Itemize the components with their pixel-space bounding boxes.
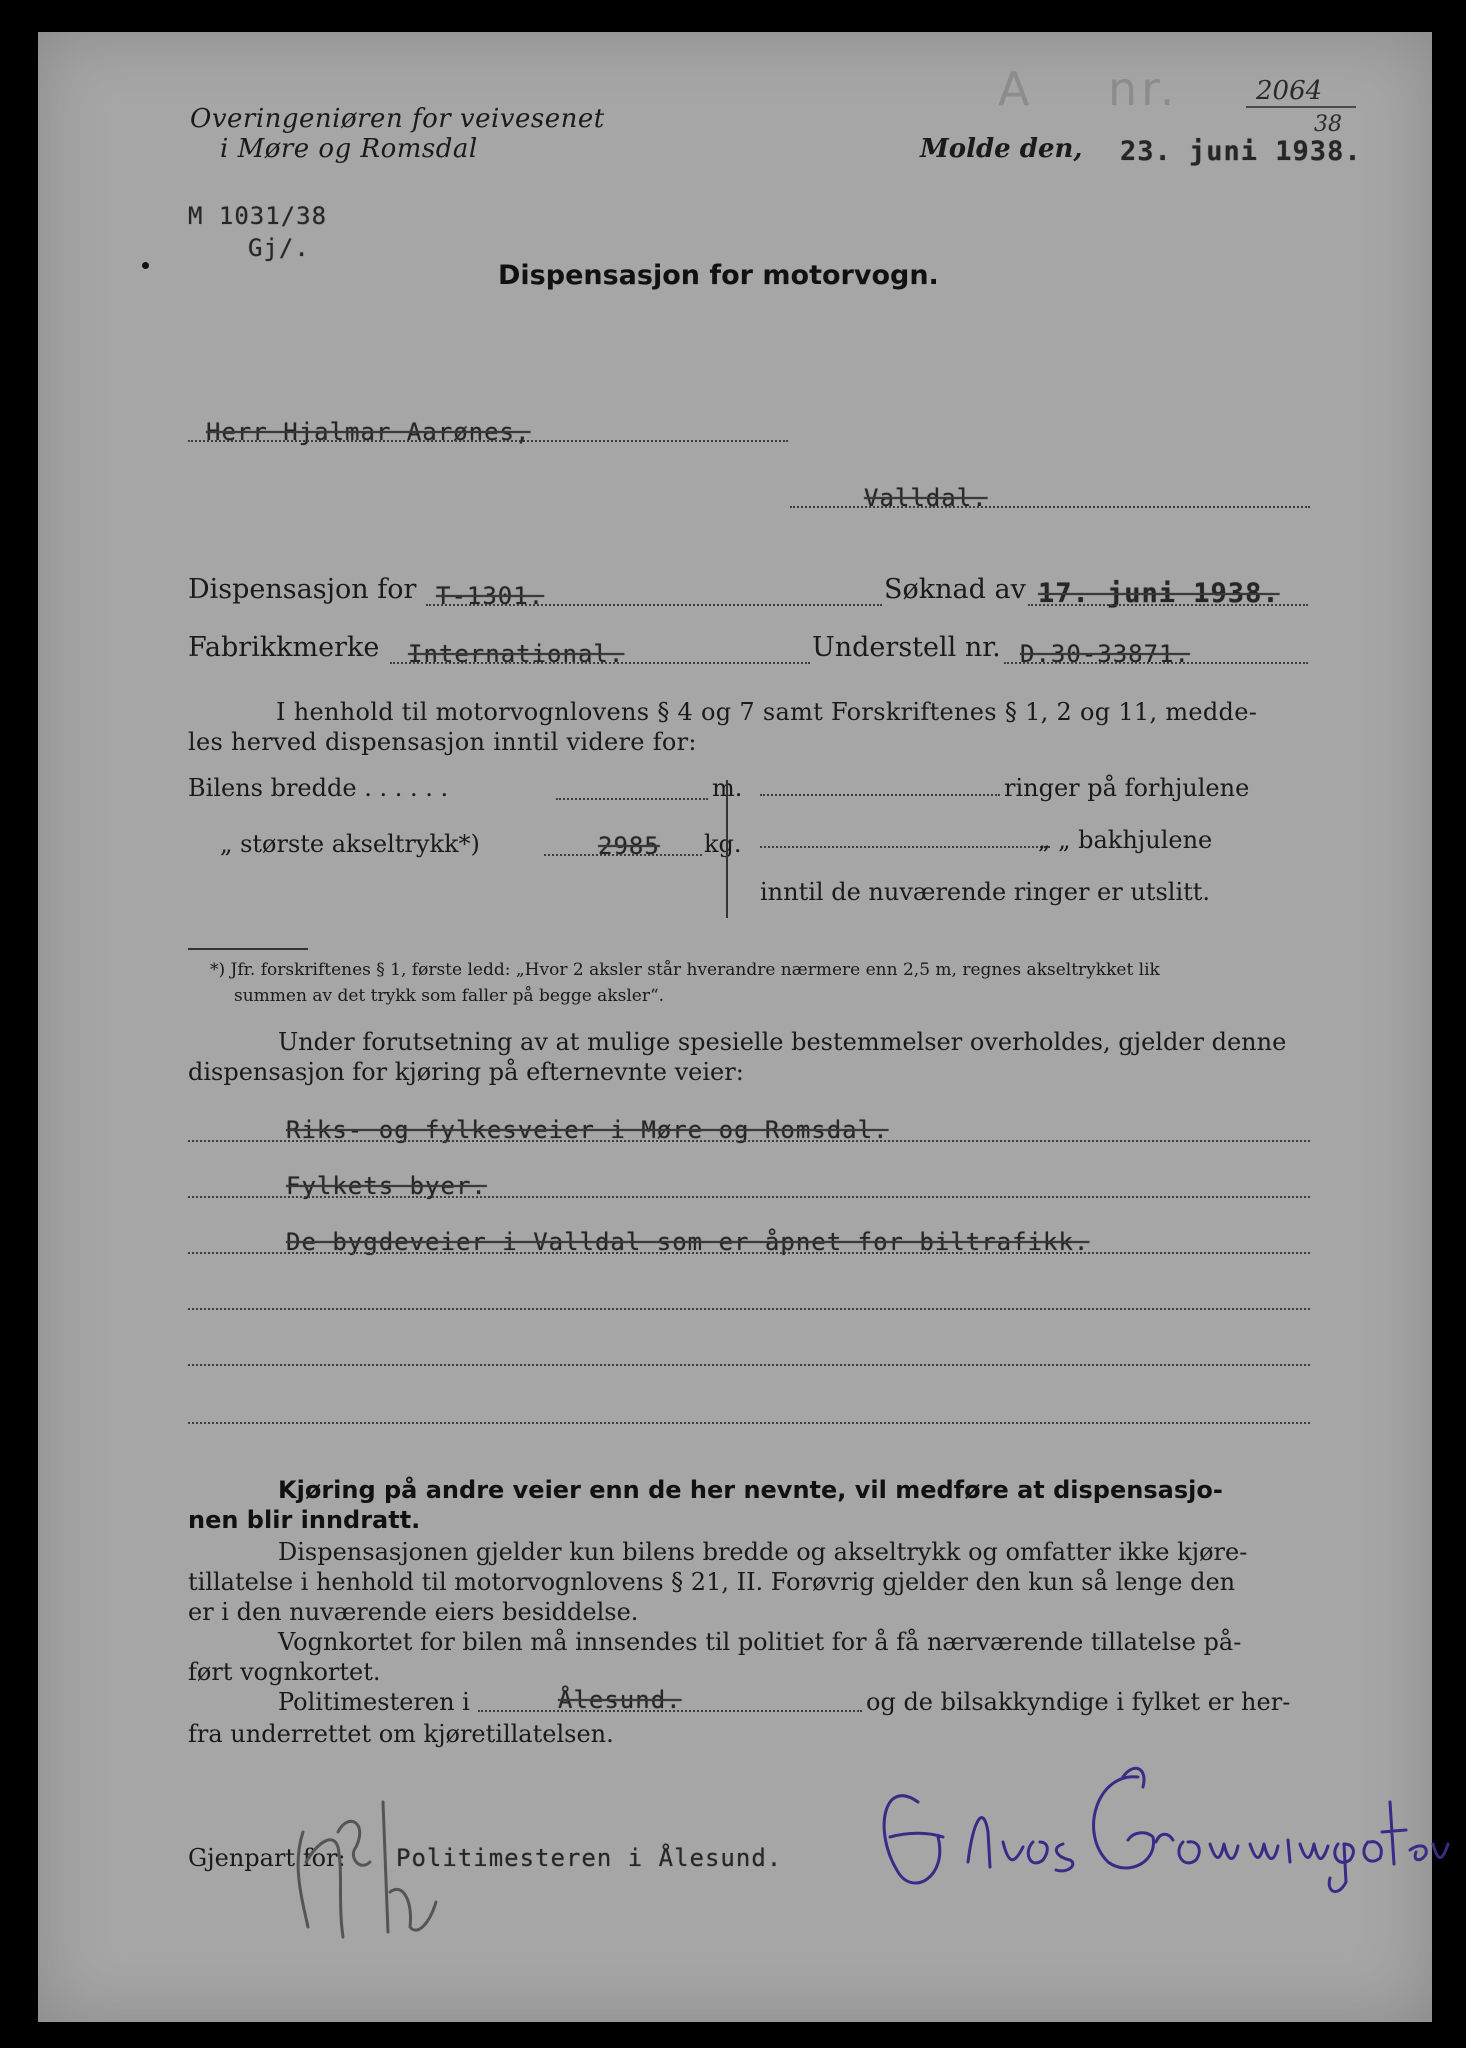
addressee-name: Herr Hjalmar Aarønes, [206, 418, 531, 446]
footnote-line-2: summen av det trykk som faller på begge aksler“. [234, 986, 665, 1006]
width-unit: m. [712, 774, 743, 802]
copy-recipient: Politimesteren i Ålesund. [396, 1844, 783, 1872]
police-suffix: og de bilsakkyndige i fylket er her- [866, 1688, 1291, 1716]
intro-line-1: I henhold til motorvognlovens § 4 og 7 samt Forskriftenes § 1, 2 og 11, medde- [276, 698, 1258, 726]
road-item-3: De bygdeveier i Valldal som er åpnet for biltrafikk. [286, 1228, 1090, 1256]
reference-initials: Gj/. [248, 234, 310, 262]
terms-line-2: tillatelse i henhold til motorvognlovens § 21, II. Forøvrig gjelder den kun så lenge den [188, 1568, 1236, 1596]
document-sheet [38, 32, 1432, 2022]
warning-line-2: nen blir inndratt. [188, 1506, 421, 1534]
office-name-line1: Overingeniøren for veivesenet [190, 104, 605, 134]
application-label: Søknad av [884, 574, 1026, 605]
chassis-number: D.30-33871. [1020, 640, 1190, 668]
reference-number: M 1031/38 [188, 202, 328, 230]
axle-label: „ største akseltrykk*) [220, 830, 480, 858]
terms-line-1: Dispensasjonen gjelder kun bilens bredde og akseltrykk og omfatter ikke kjøre- [278, 1538, 1248, 1566]
until-worn-text: inntil de nuværende ringer er utslitt. [760, 878, 1211, 906]
document-date: 23. juni 1938. [1120, 136, 1362, 167]
journal-year: 38 [1314, 112, 1342, 137]
police-place: Ålesund. [558, 1686, 682, 1714]
place-date-prefix: Molde den, [920, 134, 1083, 164]
footnote-line-1: *) Jfr. forskriftenes § 1, første ledd: „Hvor 2 aksler står hverandre nærmere enn 2,5 m, regnes akseltrykket lik [210, 960, 1160, 980]
chassis-label: Understell nr. [812, 632, 1001, 663]
police-prefix: Politimesteren i [278, 1688, 470, 1716]
axle-unit: kg. [704, 830, 742, 858]
conditions-line-2: dispensasjon for kjøring på efternevnte veier: [188, 1058, 744, 1086]
rear-rings-label: „ „ bakhjulene [1038, 826, 1213, 854]
axle-value: 2985 [598, 832, 660, 860]
terms-line-5: ført vognkortet. [188, 1658, 381, 1686]
dispensation-value: T-1301. [436, 582, 545, 610]
make-value: International. [408, 640, 625, 668]
front-rings-label: ringer på forhjulene [1004, 774, 1250, 802]
terms-line-7: fra underrettet om kjøretillatelsen. [188, 1720, 614, 1748]
document-title: Dispensasjon for motorvogn. [498, 260, 939, 291]
intro-line-2: les herved dispensasjon inntil videre for: [188, 728, 697, 756]
copy-label: Gjenpart for: [188, 1844, 346, 1872]
road-item-1: Riks- og fylkesveier i Møre og Romsdal. [286, 1116, 889, 1144]
journal-number: 2064 [1256, 76, 1323, 106]
conditions-line-1: Under forutsetning av at mulige spesielle bestemmelser overholdes, gjelder denne [278, 1028, 1287, 1056]
faded-stamp: A nr. [998, 62, 1179, 116]
initials-drawing [38, 32, 1432, 2022]
width-label: Bilens bredde . . . . . . [188, 774, 449, 802]
terms-line-3: er i den nuværende eiers besiddelse. [188, 1598, 639, 1626]
initials-signature [308, 1932, 310, 1933]
office-name-line2: i Møre og Romsdal [220, 134, 478, 164]
addressee-place: Valldal. [864, 484, 988, 512]
road-item-2: Fylkets byer. [286, 1172, 487, 1200]
application-date: 17. juni 1938. [1038, 578, 1280, 609]
make-label: Fabrikkmerke [188, 632, 380, 663]
warning-line-1: Kjøring på andre veier enn de her nevnte, vil medføre at dispensasjo- [278, 1476, 1223, 1504]
terms-line-4: Vognkortet for bilen må innsendes til politiet for å få nærværende tillatelse på- [278, 1628, 1242, 1656]
dispensation-label: Dispensasjon for [188, 574, 417, 605]
